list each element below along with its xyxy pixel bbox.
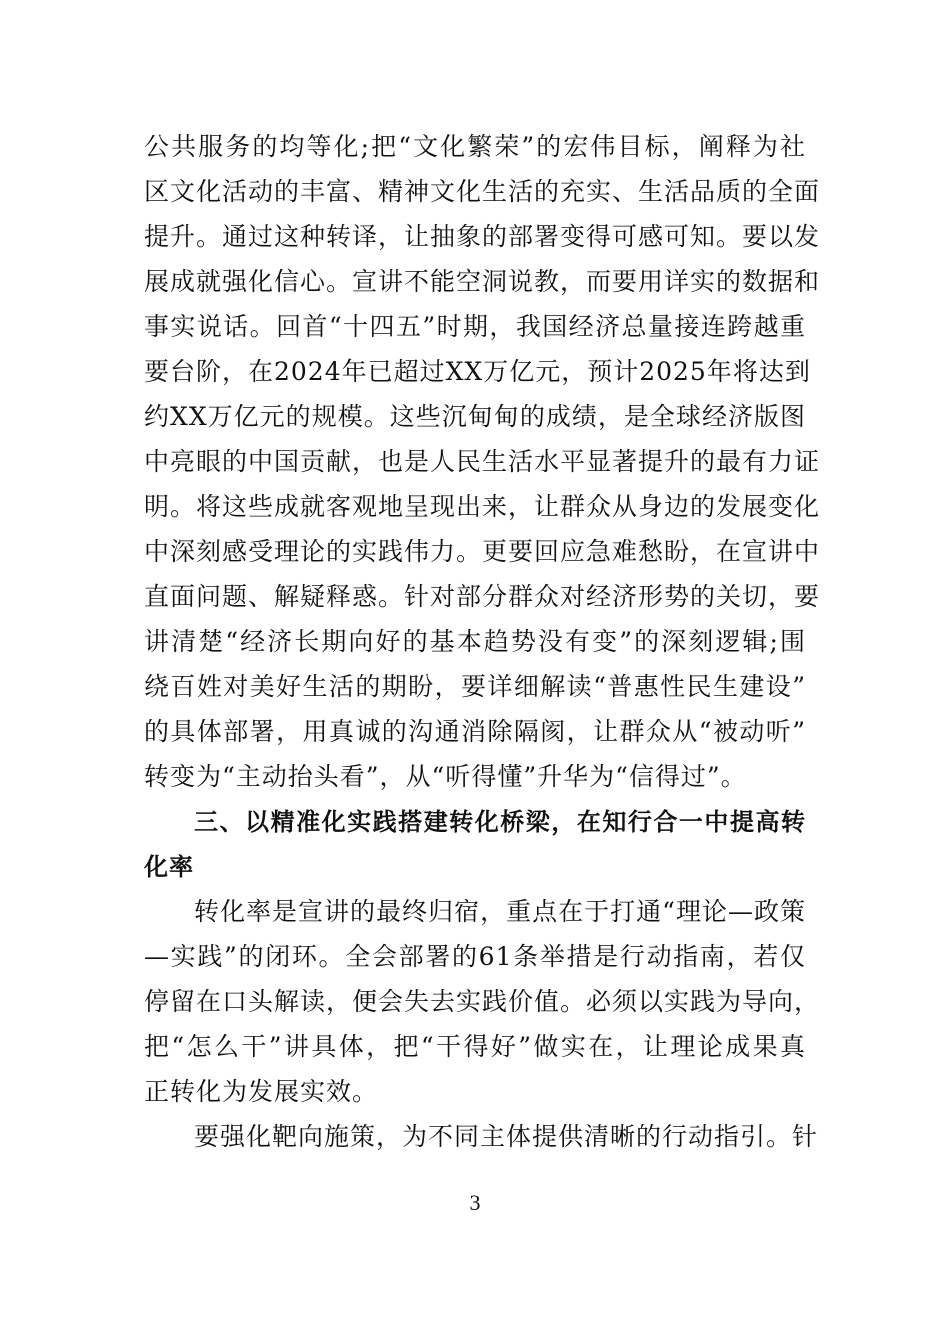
heading-line: 化率 (144, 853, 194, 881)
paragraph-line: 把“怎么干”讲具体，把“干得好”做实在，让理论成果真 (144, 1032, 806, 1061)
paragraph-line: 要强化靶向施策，为不同主体提供清晰的行动指引。针 (194, 1122, 819, 1151)
paragraph-line: 事实说话。回首“十四五”时期，我国经济总量接连跨越重 (144, 312, 806, 341)
page-number: 3 (469, 1190, 481, 1215)
paragraph-line: 直面问题、解疑释惑。针对部分群众对经济形势的关切，要 (144, 582, 821, 611)
paragraph-line: 约XX万亿元的规模。这些沉甸甸的成绩，是全球经济版图 (144, 402, 806, 431)
paragraph-line: 转化率是宣讲的最终归宿，重点在于打通“理论—政策 (194, 897, 806, 926)
paragraph-line: 提升。通过这种转译，让抽象的部署变得可感可知。要以发 (144, 222, 821, 251)
paragraph-line: 的具体部署，用真诚的沟通消除隔阂，让群众从“被动听” (144, 717, 806, 746)
paragraph-line: 讲清楚“经济长期向好的基本趋势没有变”的深刻逻辑;围 (144, 627, 806, 656)
paragraph-line: 转变为“主动抬头看”，从“听得懂”升华为“信得过”。 (144, 762, 747, 791)
paragraph-line: 公共服务的均等化;把“文化繁荣”的宏伟目标，阐释为社 (144, 132, 806, 161)
paragraph-line: 停留在口头解读，便会失去实践价值。必须以实践为导向， (144, 987, 821, 1016)
paragraph-line: —实践”的闭环。全会部署的61条举措是行动指南，若仅 (144, 942, 806, 971)
paragraph-line: 正转化为发展实效。 (144, 1077, 379, 1106)
heading-line: 三、以精准化实践搭建转化桥梁，在知行合一中提高转 (194, 808, 806, 836)
paragraph-line: 绕百姓对美好生活的期盼，要详细解读“普惠性民生建设” (144, 672, 806, 701)
paragraph-line: 区文化活动的丰富、精神文化生活的充实、生活品质的全面 (144, 177, 821, 206)
paragraph-line: 展成就强化信心。宣讲不能空洞说教，而要用详实的数据和 (144, 267, 821, 296)
paragraph-line: 要台阶，在2024年已超过XX万亿元，预计2025年将达到 (144, 357, 811, 386)
paragraph-line: 中深刻感受理论的实践伟力。更要回应急难愁盼，在宣讲中 (144, 537, 821, 566)
paragraph-line: 中亮眼的中国贡献，也是人民生活水平显著提升的最有力证 (144, 447, 821, 476)
paragraph-line: 明。将这些成就客观地呈现出来，让群众从身边的发展变化 (144, 492, 821, 521)
